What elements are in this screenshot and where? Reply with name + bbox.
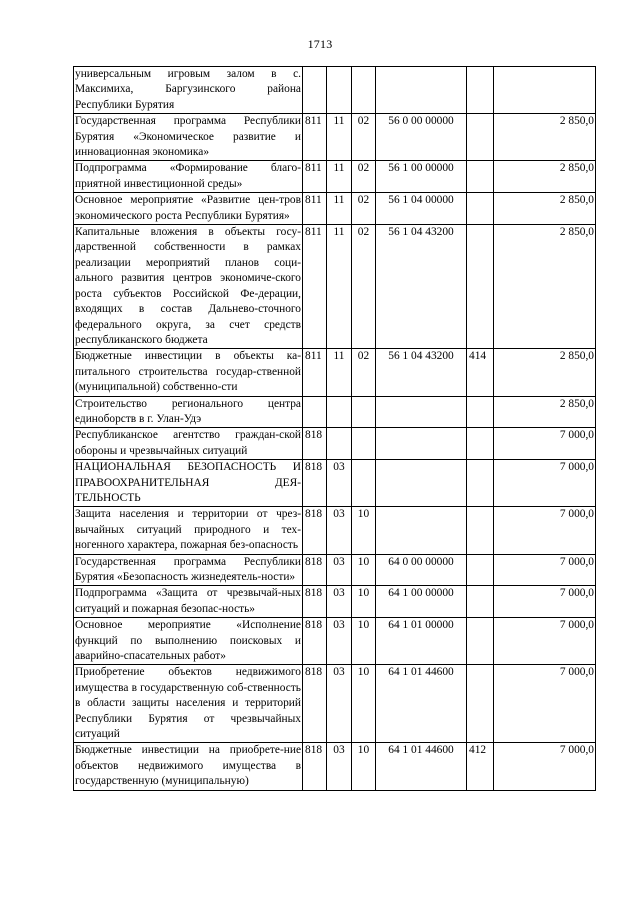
expense-type-code-cell [467,460,494,507]
subsection-code-cell: 10 [352,665,376,743]
expense-type-code-cell [467,507,494,554]
ministry-code-cell [303,67,327,114]
target-article-code-cell: 64 1 01 00000 [376,618,467,665]
target-article-code-cell: 56 1 04 43200 [376,349,467,396]
target-article-code-cell: 64 1 01 44600 [376,665,467,743]
section-code-cell: 11 [327,193,352,225]
table-row [74,161,596,193]
subsection-code-cell: 02 [352,114,376,161]
table-row [74,193,596,225]
subsection-code-cell: 10 [352,618,376,665]
subsection-code-cell: 10 [352,507,376,554]
table-row [74,586,596,618]
target-article-code-cell [376,460,467,507]
item-name-cell: Подпрограмма «Формирование благо-приятной инвестиционной среды» [74,161,303,193]
table-row [74,225,596,349]
subsection-code-cell [352,67,376,114]
table-body [74,67,596,791]
table-row [74,428,596,460]
ministry-code-cell: 818 [303,428,327,460]
budget-table [73,66,596,791]
table-row [74,618,596,665]
subsection-code-cell: 10 [352,554,376,586]
target-article-code-cell: 56 1 00 00000 [376,161,467,193]
target-article-code-cell: 56 1 04 00000 [376,193,467,225]
item-name-cell: Строительство регионального центра единоборств в г. Улан-Удэ [74,396,303,428]
item-name-cell: Подпрограмма «Защита от чрезвычай-ных ситуаций и пожарная безопас-ность» [74,586,303,618]
expense-type-code-cell [467,618,494,665]
item-name-cell: Основное мероприятие «Исполнение функций по выполнению поисковых и аварийно-спасательных работ» [74,618,303,665]
table-row [74,743,596,790]
amount-cell: 7 000,0 [494,743,596,790]
item-name-cell: Республиканское агентство граждан-ской обороны и чрезвычайных ситуаций [74,428,303,460]
section-code-cell [327,428,352,460]
target-article-code-cell: 64 0 00 00000 [376,554,467,586]
ministry-code-cell [303,396,327,428]
section-code-cell: 03 [327,460,352,507]
ministry-code-cell: 811 [303,114,327,161]
ministry-code-cell: 818 [303,618,327,665]
expense-type-code-cell [467,428,494,460]
table-row [74,554,596,586]
ministry-code-cell: 818 [303,554,327,586]
section-code-cell: 11 [327,225,352,349]
target-article-code-cell [376,396,467,428]
expense-type-code-cell [467,586,494,618]
expense-type-code-cell [467,193,494,225]
expense-type-code-cell [467,161,494,193]
target-article-code-cell [376,428,467,460]
expense-type-code-cell [467,554,494,586]
ministry-code-cell: 811 [303,161,327,193]
subsection-code-cell: 02 [352,193,376,225]
subsection-code-cell: 02 [352,349,376,396]
subsection-code-cell: 10 [352,586,376,618]
ministry-code-cell: 811 [303,225,327,349]
amount-cell: 7 000,0 [494,507,596,554]
section-code-cell: 03 [327,743,352,790]
item-name-cell: Бюджетные инвестиции на приобрете-ние объектов недвижимого имущества в государственную (муниципальную) [74,743,303,790]
item-name-cell: НАЦИОНАЛЬНАЯ БЕЗОПАСНОСТЬ И ПРАВООХРАНИТЕЛЬНАЯ ДЕЯ-ТЕЛЬНОСТЬ [74,460,303,507]
item-name-cell: Основное мероприятие «Развитие цен-тров экономического роста Республики Бурятия» [74,193,303,225]
section-code-cell: 11 [327,114,352,161]
expense-type-code-cell [467,396,494,428]
target-article-code-cell: 56 0 00 00000 [376,114,467,161]
section-code-cell: 03 [327,618,352,665]
section-code-cell: 03 [327,665,352,743]
expense-type-code-cell [467,225,494,349]
ministry-code-cell: 818 [303,507,327,554]
item-name-cell: Капитальные вложения в объекты госу-дарственной собственности в рамках реализации мероприятий планов соци-ального развития центров экономиче-ского роста субъектов Российской Фе-дерации, входящих в состав Дальнево-сточного федерального округа, за счет средств республиканского бюджета [74,225,303,349]
table-row [74,665,596,743]
table-row [74,396,596,428]
section-code-cell: 03 [327,554,352,586]
expense-type-code-cell [467,665,494,743]
subsection-code-cell [352,428,376,460]
item-name-cell: универсальным игровым залом в с. Максимиха, Баргузинского района Республики Бурятия [74,67,303,114]
item-name-cell: Государственная программа Республики Бурятия «Безопасность жизнедеятель-ности» [74,554,303,586]
ministry-code-cell: 811 [303,193,327,225]
amount-cell: 2 850,0 [494,193,596,225]
ministry-code-cell: 818 [303,743,327,790]
amount-cell: 2 850,0 [494,225,596,349]
expense-type-code-cell: 414 [467,349,494,396]
amount-cell: 2 850,0 [494,349,596,396]
amount-cell: 2 850,0 [494,396,596,428]
ministry-code-cell: 811 [303,349,327,396]
section-code-cell: 03 [327,586,352,618]
section-code-cell: 03 [327,507,352,554]
amount-cell: 7 000,0 [494,554,596,586]
amount-cell: 7 000,0 [494,428,596,460]
target-article-code-cell: 64 1 01 44600 [376,743,467,790]
page-number: 1713 [307,37,333,51]
amount-cell: 2 850,0 [494,161,596,193]
section-code-cell [327,396,352,428]
amount-cell [494,67,596,114]
item-name-cell: Защита населения и территории от чрез-вычайных ситуаций природного и тех-ногенного характера, пожарная без-опасность [74,507,303,554]
section-code-cell [327,67,352,114]
expense-type-code-cell: 412 [467,743,494,790]
section-code-cell: 11 [327,349,352,396]
amount-cell: 2 850,0 [494,114,596,161]
amount-cell: 7 000,0 [494,665,596,743]
item-name-cell: Приобретение объектов недвижимого имущества в государственную соб-ственность в области защиты населения и территорий Республики Бурятия от чрезвычайных ситуаций [74,665,303,743]
ministry-code-cell: 818 [303,586,327,618]
target-article-code-cell: 56 1 04 43200 [376,225,467,349]
amount-cell: 7 000,0 [494,586,596,618]
amount-cell: 7 000,0 [494,460,596,507]
item-name-cell: Бюджетные инвестиции в объекты ка-питального строительства государ-ственной (муниципальной) собственно-сти [74,349,303,396]
table-row [74,349,596,396]
subsection-code-cell: 02 [352,161,376,193]
section-code-cell: 11 [327,161,352,193]
table-row [74,507,596,554]
expense-type-code-cell [467,67,494,114]
expense-type-code-cell [467,114,494,161]
table-row [74,460,596,507]
amount-cell: 7 000,0 [494,618,596,665]
target-article-code-cell [376,507,467,554]
item-name-cell: Государственная программа Республики Бурятия «Экономическое развитие и инновационная экономика» [74,114,303,161]
subsection-code-cell [352,396,376,428]
subsection-code-cell [352,460,376,507]
table-row [74,114,596,161]
ministry-code-cell: 818 [303,460,327,507]
target-article-code-cell: 64 1 00 00000 [376,586,467,618]
target-article-code-cell [376,67,467,114]
ministry-code-cell: 818 [303,665,327,743]
subsection-code-cell: 02 [352,225,376,349]
table-row [74,67,596,114]
subsection-code-cell: 10 [352,743,376,790]
